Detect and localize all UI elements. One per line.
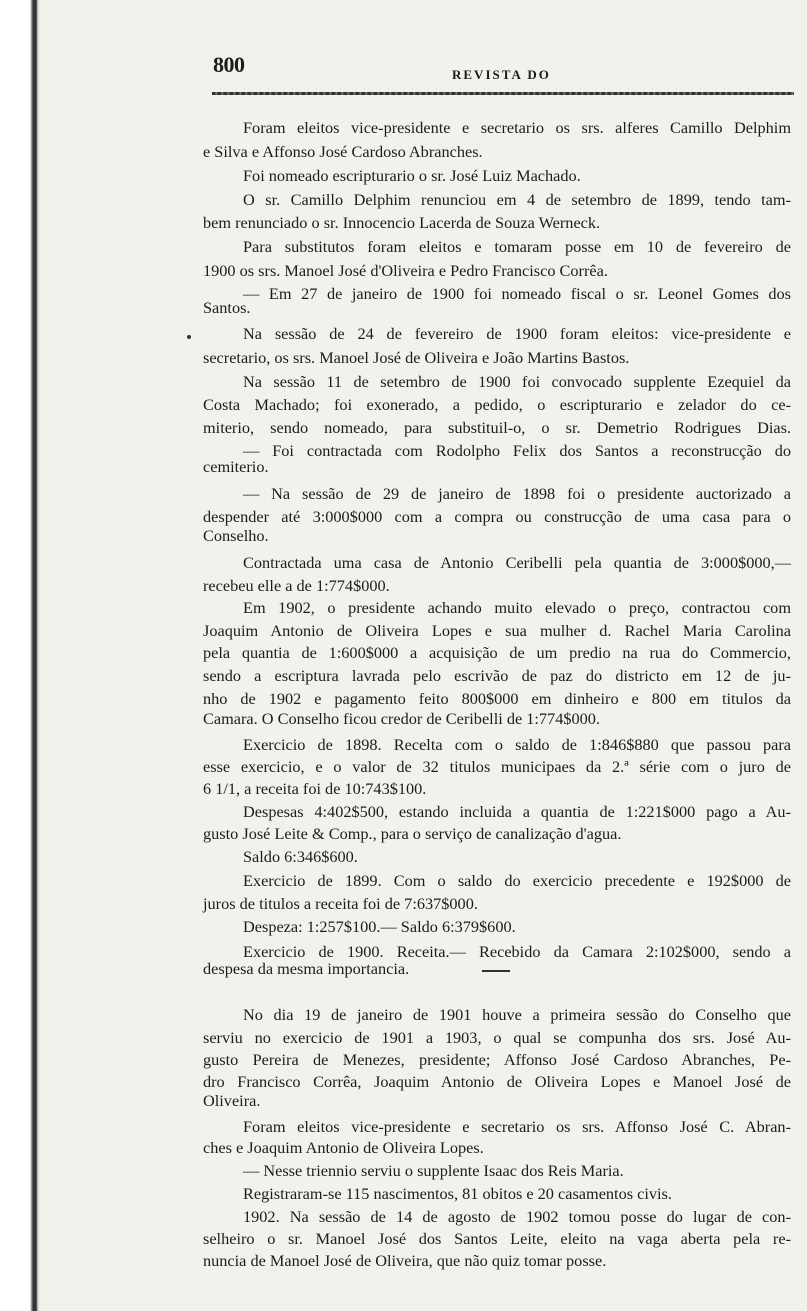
text-line: Foi nomeado escripturario o sr. José Luiz Machado. [243,166,581,185]
text-line: No dia 19 de janeiro de 1901 houve a primeira sessão do Conselho que [243,1005,791,1024]
text-line: Joaquim Antonio de Oliveira Lopes e sua mulher d. Rachel Maria Carolina [203,621,791,640]
text-line: Para substitutos foram eleitos e tomaram posse em 10 de fevereiro de [243,237,791,256]
text-line: secretario, os srs. Manoel José de Oliveira e João Martins Bastos. [203,348,630,367]
margin-dot [187,335,191,339]
text-line: 1902. Na sessão de 14 de agosto de 1902 tomou posse do lugar de con- [243,1207,791,1226]
text-line: Conselho. [203,526,269,545]
text-line: Em 1902, o presidente achando muito elevado o preço, contractou com [243,598,791,617]
text-line: juros de titulos a receita foi de 7:637$000. [203,894,478,913]
text-line: despesa da mesma importancia. [203,959,410,978]
text-line: Contractada uma casa de Antonio Ceribelli pela quantia de 3:000$000,— [243,553,791,572]
binding-gutter [0,0,40,1311]
text-line: Na sessão de 24 de fevereiro de 1900 foram eleitos: vice-presidente e [243,324,791,343]
text-line: Despesas 4:402$500, estando incluida a quantia de 1:221$000 pago a Au- [243,802,791,821]
text-line: Camara. O Conselho ficou credor de Ceribelli de 1:774$000. [203,709,600,728]
text-line: Saldo 6:346$600. [243,847,358,866]
text-line: Na sessão 11 de setembro de 1900 foi convocado supplente Ezequiel da [243,372,791,391]
text-line: Exercicio de 1900. Receita.— Recebido da Camara 2:102$000, sendo a [243,942,791,961]
text-line: sendo a escriptura lavrada pelo escrivão de paz do districto em 12 de ju- [203,666,791,685]
text-line: 1900 os srs. Manoel José d'Oliveira e Pedro Francisco Corrêa. [203,261,608,280]
text-line: Santos. [203,298,251,317]
header-rule [212,92,794,95]
text-line: — Em 27 de janeiro de 1900 foi nomeado fiscal o sr. Leonel Gomes dos [243,284,791,303]
text-line: Exercicio de 1899. Com o saldo do exercicio precedente e 192$000 de [243,871,791,890]
page-number: 800 [213,52,245,77]
text-line: 6 1/1, a receita foi de 10:743$100. [203,779,427,798]
text-line: — Na sessão de 29 de janeiro de 1898 foi o presidente auctorizado a [243,484,791,503]
text-line: serviu no exercicio de 1901 a 1903, o qual se compunha dos srs. José Au- [203,1028,791,1047]
text-line: Foram eleitos vice-presidente e secretario os srs. alferes Camillo Delphim [243,118,791,137]
text-line: miterio, sendo nomeado, para substituil-o, o sr. Demetrio Rodrigues Dias. [203,418,791,437]
text-line: gusto José Leite & Comp., para o serviço de canalização d'agua. [203,824,622,843]
text-line: bem renunciado o sr. Innocencio Lacerda de Souza Werneck. [203,213,601,232]
text-line: Costa Machado; foi exonerado, a pedido, o escripturario e zelador do ce- [203,395,791,414]
text-line: Foram eleitos vice-presidente e secretario os srs. Affonso José C. Abran- [243,1117,791,1136]
text-line: Oliveira. [203,1091,261,1110]
text-line: pela quantia de 1:600$000 a acquisição de um predio na rua do Commercio, [203,643,791,662]
text-line: Registraram-se 115 nascimentos, 81 obitos e 20 casamentos civis. [243,1184,672,1203]
text-line: despender até 3:000$000 com a compra ou construcção de uma casa para o [203,507,791,526]
text-line: selheiro o sr. Manoel José dos Santos Leite, eleito na vaga aberta pela re- [203,1229,791,1248]
text-line: e Silva e Affonso José Cardoso Abranches. [203,142,483,161]
text-line: Despeza: 1:257$100.— Saldo 6:379$600. [243,917,516,936]
text-line: gusto Pereira de Menezes, presidente; Affonso José Cardoso Abranches, Pe- [203,1050,791,1069]
text-line: ches e Joaquim Antonio de Oliveira Lopes. [203,1138,484,1157]
text-line: cemiterio. [203,457,269,476]
text-line: esse exercicio, e o valor de 32 titulos municipaes da 2.ª série com o juro de [203,757,791,776]
text-line: nho de 1902 e pagamento feito 800$000 em dinheiro e 800 em titulos da [203,689,791,708]
running-title: REVISTA DO [452,67,551,82]
text-line: nuncia de Manoel José de Oliveira, que não quiz tomar posse. [203,1251,607,1270]
text-line: — Foi contractada com Rodolpho Felix dos Santos a reconstrucção do [243,441,791,460]
text-line: dro Francisco Corrêa, Joaquim Antonio de Oliveira Lopes e Manoel José de [203,1072,791,1091]
text-line: Exercicio de 1898. Recelta com o saldo de 1:846$880 que passou para [243,735,791,754]
text-line: O sr. Camillo Delphim renunciou em 4 de setembro de 1899, tendo tam- [243,190,791,209]
text-line: recebeu elle a de 1:774$000. [203,576,390,595]
text-line: — Nesse triennio serviu o supplente Isaac dos Reis Maria. [243,1161,624,1180]
